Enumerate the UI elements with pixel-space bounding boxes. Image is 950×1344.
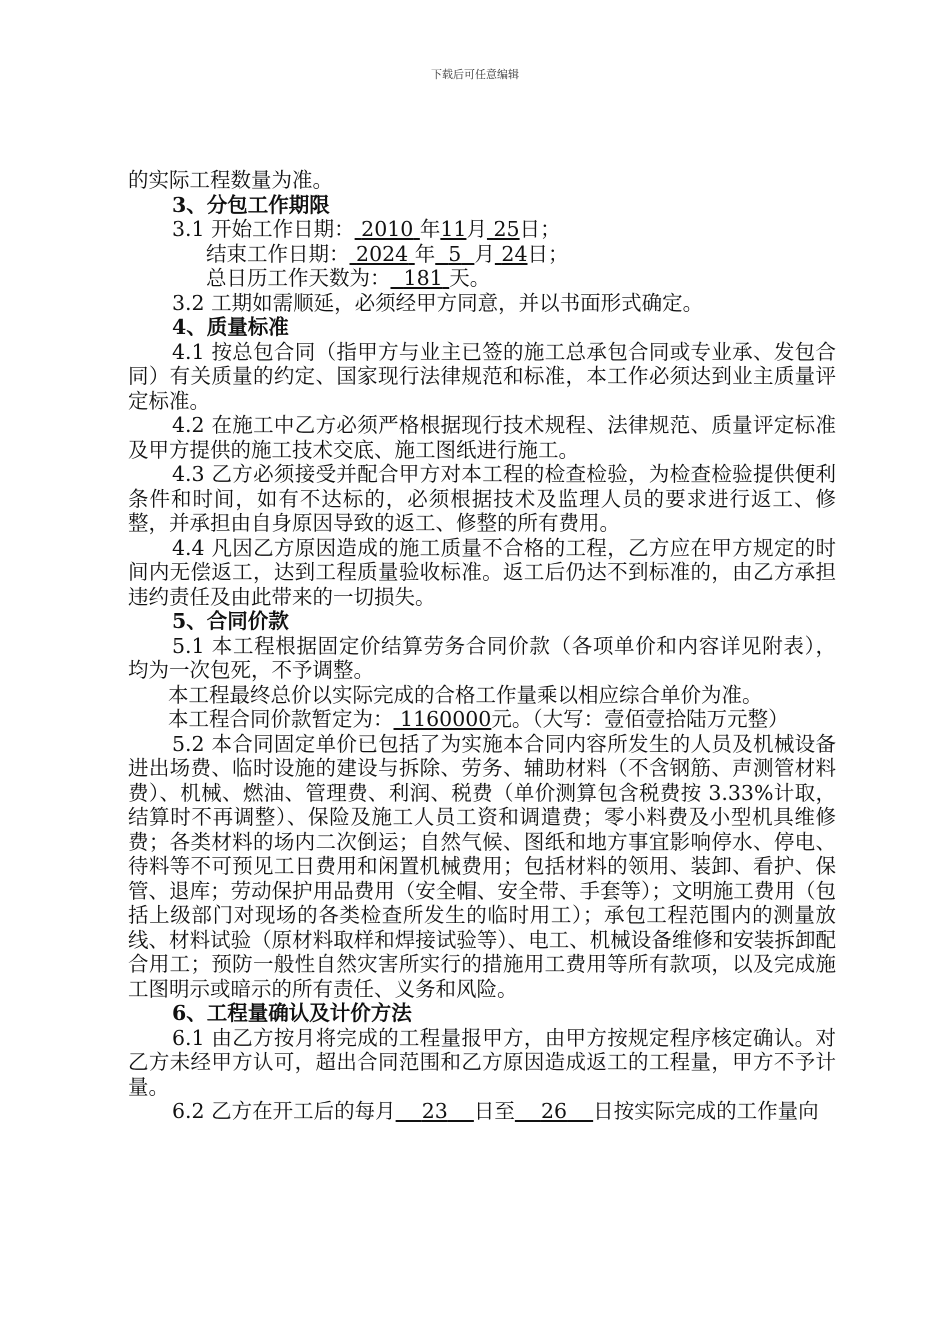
paragraph-4-3: 4.3 乙方必须接受并配合甲方对本工程的检查检验，为检查检验提供便利条件和时间，如有不达标的，必须根据技术及监理人员的要求进行返工、修整，并承担由自身原因导致的返工、修整的所有费用。 (128, 462, 836, 535)
paragraph-4-4: 4.4 凡因乙方原因造成的施工质量不合格的工程，乙方应在甲方规定的时间内无偿返工，达到工程质量验收标准。返工后仍达不到标准的，由乙方承担违约责任及由此带来的一切损失。 (128, 535, 836, 609)
contract-price: 1160000 (400, 707, 492, 731)
contract-price-line: 本工程合同价款暂定为： 1160000元。（大写：壹佰壹拾陆万元整） (168, 707, 789, 731)
end-month: 5 (448, 241, 462, 266)
document-body (128, 168, 836, 1124)
end-year: 2024 (356, 241, 409, 266)
start-day: 25 (493, 217, 520, 241)
end-date-line: 结束工作日期： 2024 年 5 月 24日； (206, 241, 569, 266)
start-date-line: 3.1 开始工作日期： 2010 年11月 25日； (172, 217, 561, 241)
page-header: 下载后可任意编辑 (431, 68, 519, 81)
paragraph-3-2: 3.2 工期如需顺延，必须经甲方同意，并以书面形式确定。 (172, 290, 704, 315)
paragraph-5-1b: 本工程最终总价以实际完成的合格工作量乘以相应综合单价为准。 (168, 682, 763, 707)
end-day: 24 (501, 241, 528, 266)
paragraph-5-1: 5.1 本工程根据固定价结算劳务合同价款（各项单价和内容详见附表），均为一次包死，不予调整。 (128, 633, 836, 682)
section-title-4: 4、质量标准 (172, 315, 289, 339)
paragraph-6-2: 6.2 乙方在开工后的每月 23 日至 26 日按实际完成的工作量向 (172, 1099, 819, 1123)
total-days-line: 总日历工作天数为： 181 天。 (206, 266, 491, 290)
start-month: 11 (440, 217, 467, 241)
total-days: 181 (403, 266, 443, 290)
paragraph-4-1: 4.1 按总包合同（指甲方与业主已签的施工总承包合同或专业承、发包合同）有关质量的约定、国家现行法律规范和标准，本工作必须达到业主质量评定标准。 (128, 339, 836, 413)
day-from: 23 (421, 1099, 448, 1123)
section-title-3: 3、分包工作期限 (172, 192, 330, 217)
paragraph-continuation: 的实际工程数量为准。 (128, 168, 333, 192)
start-year: 2010 (361, 217, 414, 241)
paragraph-4-2: 4.2 在施工中乙方必须严格根据现行技术规程、法律规范、质量评定标准及甲方提供的施工技术交底、施工图纸进行施工。 (128, 413, 836, 462)
paragraph-5-2: 5.2 本合同固定单价已包括了为实施本合同内容所发生的人员及机械设备进出场费、临时设施的建设与拆除、劳务、辅助材料（不含钢筋、声测管材料费）、机械、燃油、管理费、利润、税费（单价测算包含税费按 3.33%计取，结算时不再调整）、保险及施工人员工资和调遣费；零小料费及小型机具维修费；各类材料的场内二次倒运；自然气候、图纸和地方事宜影响停水、停电、待料等不可预见工日费用和闲置机械费用；包括材料的领用、装卸、看护、保管、退库；劳动保护用品费用（安全帽、安全带、手套等）；文明施工费用（包括上级部门对现场的各类检查所发生的临时用工）；承包工程范围内的测量放线、材料试验（原材料取样和焊接试验等）、电工、机械设备维修和安装拆卸配合用工；预防一般性自然灾害所实行的措施用工费用等所有款项，以及完成施工图明示或暗示的所有责任、义务和风险。 (128, 731, 836, 1001)
section-title-6: 6、工程量确认及计价方法 (172, 1001, 412, 1025)
day-to: 26 (540, 1099, 568, 1123)
section-title-5: 5、合同价款 (172, 609, 289, 633)
paragraph-6-1: 6.1 由乙方按月将完成的工程量报甲方，由甲方按规定程序核定确认。对乙方未经甲方认可，超出合同范围和乙方原因造成返工的工程量，甲方不予计量。 (128, 1025, 836, 1099)
